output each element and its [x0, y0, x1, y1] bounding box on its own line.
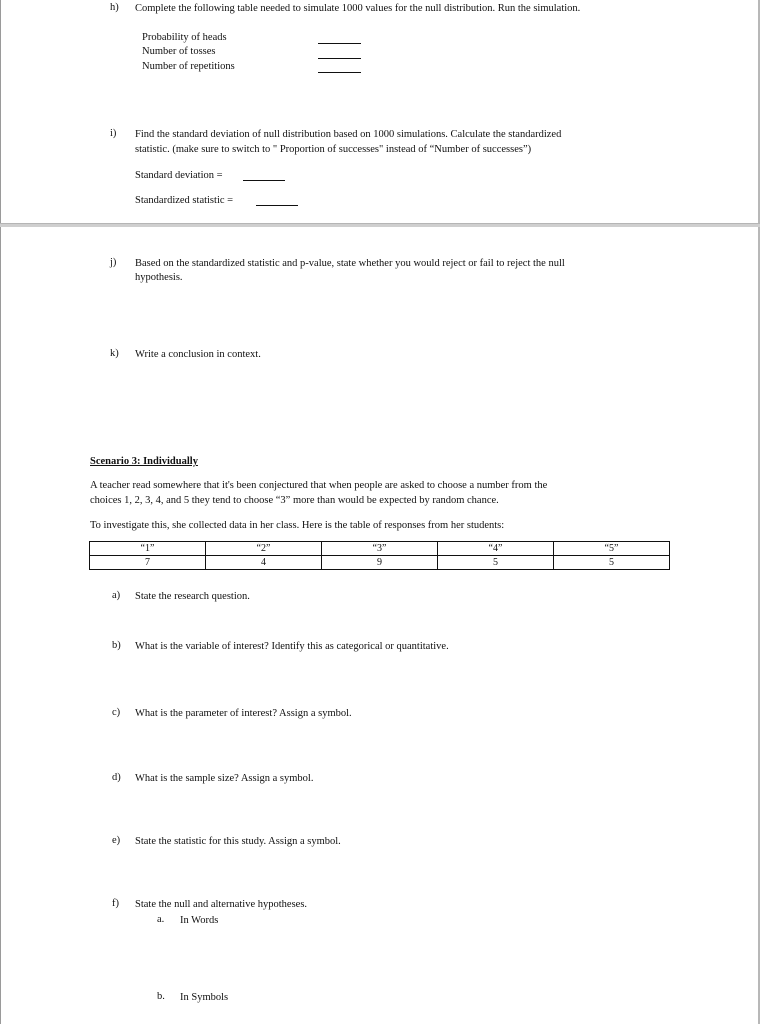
scenario-intro-line3: To investigate this, she collected data in her class. Here is the table of responses from her students:: [90, 520, 505, 531]
responses-table: [89, 541, 670, 570]
sub-item-b-text: In Symbols: [180, 992, 229, 1003]
count-cell-2: 4: [206, 556, 322, 570]
row-probability-of-heads: Probability of heads: [142, 32, 227, 43]
part-h-text: Complete the following table needed to simulate 1000 values for the null distribution. Run the simulation.: [135, 3, 581, 14]
row-number-of-repetitions: Number of repetitions: [142, 61, 235, 72]
count-cell-5: 5: [554, 556, 670, 570]
header-cell-2: “2”: [206, 542, 322, 556]
sub-item-a-text: In Words: [180, 915, 219, 926]
part-j-marker: j): [110, 257, 117, 268]
question-c-text: What is the parameter of interest? Assign a symbol.: [135, 708, 352, 719]
part-i-marker: i): [110, 128, 117, 139]
question-a-marker: a): [112, 590, 121, 601]
header-cell-4: “4”: [438, 542, 554, 556]
part-i-line2: statistic. (make sure to switch to " Proportion of successes" instead of “Number of successes”): [135, 144, 532, 155]
scenario-intro-line1: A teacher read somewhere that it's been conjectured that when people are asked to choose a number from the: [90, 480, 548, 491]
page-left-edge: [0, 0, 1, 1024]
sub-item-a-marker: a.: [157, 914, 165, 925]
row-number-of-tosses: Number of tosses: [142, 46, 216, 57]
header-cell-1: “1”: [90, 542, 206, 556]
question-b-text: What is the variable of interest? Identify this as categorical or quantitative.: [135, 641, 449, 652]
question-f-text: State the null and alternative hypotheses.: [135, 899, 308, 910]
standardized-statistic-label: Standardized statistic =: [135, 195, 234, 206]
blank-probability[interactable]: [318, 43, 361, 44]
blank-repetitions[interactable]: [318, 72, 361, 73]
scenario-title: Scenario 3: Individually: [90, 456, 198, 467]
count-cell-1: 7: [90, 556, 206, 570]
count-cell-3: 9: [322, 556, 438, 570]
header-cell-3: “3”: [322, 542, 438, 556]
question-e-text: State the statistic for this study. Assign a symbol.: [135, 836, 341, 847]
part-k-marker: k): [110, 348, 119, 359]
part-k-text: Write a conclusion in context.: [135, 349, 261, 360]
blank-standard-deviation[interactable]: [243, 180, 285, 181]
table-count-row: [90, 556, 670, 570]
table-header-row: [90, 542, 670, 556]
question-d-text: What is the sample size? Assign a symbol.: [135, 773, 314, 784]
question-d-marker: d): [112, 772, 121, 783]
part-i-line1: Find the standard deviation of null distribution based on 1000 simulations. Calculate the standardized: [135, 129, 562, 140]
question-c-marker: c): [112, 707, 121, 718]
blank-standardized-statistic[interactable]: [256, 205, 298, 206]
blank-tosses[interactable]: [318, 58, 361, 59]
question-f-marker: f): [112, 898, 119, 909]
sub-item-b-marker: b.: [157, 991, 165, 1002]
part-j-line1: Based on the standardized statistic and p-value, state whether you would reject or fail to reject the null: [135, 258, 565, 269]
question-b-marker: b): [112, 640, 121, 651]
question-a-text: State the research question.: [135, 591, 250, 602]
question-e-marker: e): [112, 835, 121, 846]
page-break-divider: [0, 223, 760, 227]
scenario-intro-line2: choices 1, 2, 3, 4, and 5 they tend to choose “3” more than would be expected by random chance.: [90, 495, 499, 506]
part-h-marker: h): [110, 2, 119, 13]
header-cell-5: “5”: [554, 542, 670, 556]
sd-label: Standard deviation =: [135, 170, 223, 181]
count-cell-4: 5: [438, 556, 554, 570]
part-j-line2: hypothesis.: [135, 272, 183, 283]
